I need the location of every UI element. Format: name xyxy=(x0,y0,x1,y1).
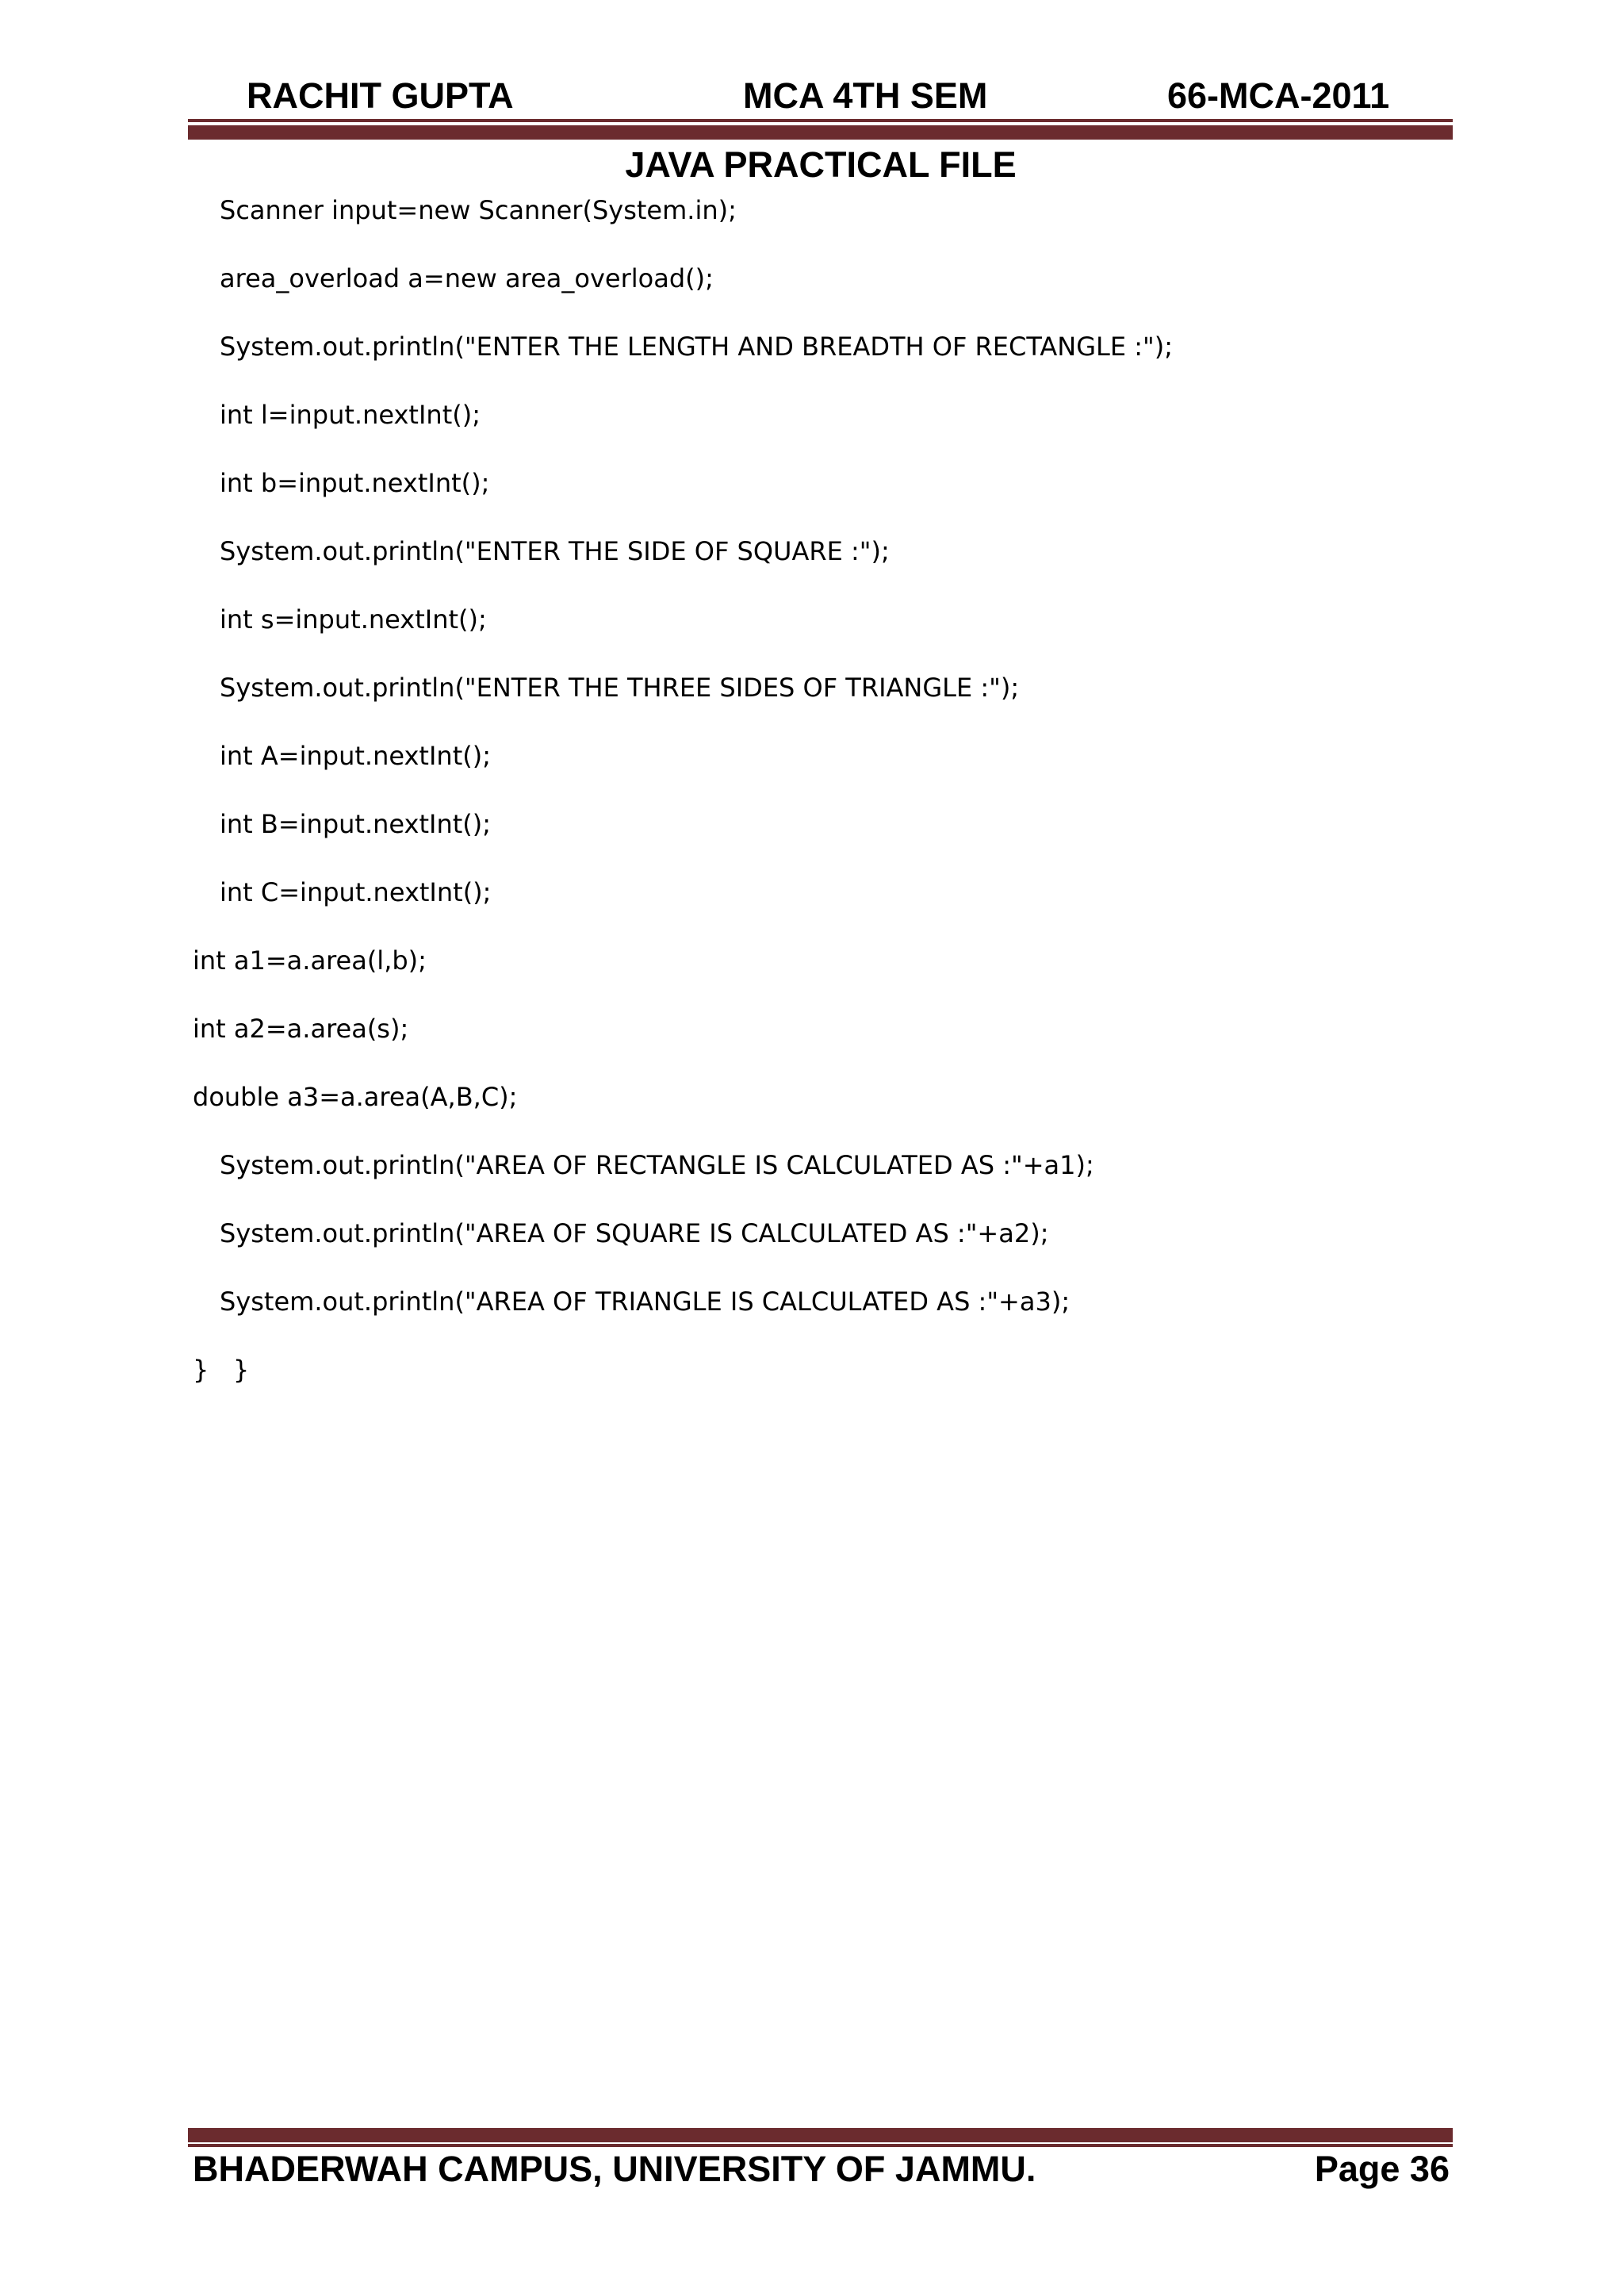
code-line: int B=input.nextInt(); xyxy=(220,809,492,839)
header-author-name: RACHIT GUPTA xyxy=(247,75,514,116)
code-line: System.out.println("AREA OF SQUARE IS CALCULATED AS :"+a2); xyxy=(220,1218,1049,1248)
footer-page-number: Page 36 xyxy=(1314,2149,1450,2189)
code-line: System.out.println("ENTER THE THREE SIDES OF TRIANGLE :"); xyxy=(220,673,1020,703)
code-line: System.out.println("AREA OF TRIANGLE IS CALCULATED AS :"+a3); xyxy=(220,1286,1071,1317)
code-line: int C=input.nextInt(); xyxy=(220,877,492,907)
code-line: int A=input.nextInt(); xyxy=(220,741,491,771)
code-line: int a1=a.area(l,b); xyxy=(193,945,427,976)
footer-institution: BHADERWAH CAMPUS, UNIVERSITY OF JAMMU. xyxy=(193,2149,1036,2189)
code-line: double a3=a.area(A,B,C); xyxy=(193,1082,518,1112)
code-line: System.out.println("AREA OF RECTANGLE IS CALCULATED AS :"+a1); xyxy=(220,1150,1094,1180)
code-line: int l=input.nextInt(); xyxy=(220,400,481,430)
header-rule-thick xyxy=(188,125,1453,140)
code-line: Scanner input=new Scanner(System.in); xyxy=(220,195,737,225)
code-line: area_overload a=new area_overload(); xyxy=(220,263,714,293)
header-rule-thin xyxy=(188,119,1453,122)
code-line: System.out.println("ENTER THE SIDE OF SQUARE :"); xyxy=(220,536,890,566)
code-line: int a2=a.area(s); xyxy=(193,1014,409,1044)
code-line: int s=input.nextInt(); xyxy=(220,604,487,635)
page-title: JAVA PRACTICAL FILE xyxy=(625,144,1017,185)
code-line: } } xyxy=(193,1355,250,1385)
header-course: MCA 4TH SEM xyxy=(743,75,988,116)
header-roll-number: 66-MCA-2011 xyxy=(1167,75,1390,116)
code-line: int b=input.nextInt(); xyxy=(220,468,490,498)
code-line: System.out.println("ENTER THE LENGTH AND BREADTH OF RECTANGLE :"); xyxy=(220,332,1173,362)
footer-rule-thick xyxy=(188,2128,1453,2142)
